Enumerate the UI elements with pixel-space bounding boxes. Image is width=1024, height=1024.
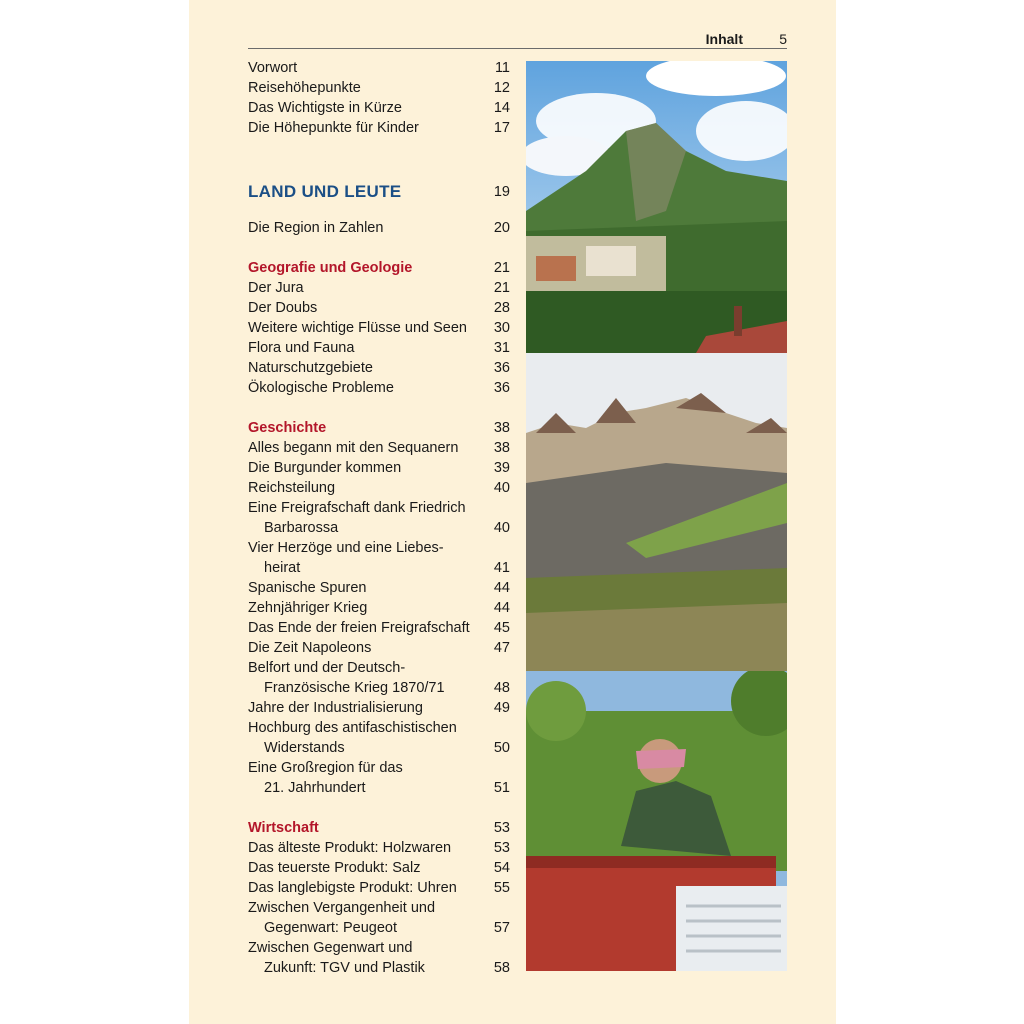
toc-entry-page: 53 xyxy=(493,840,510,856)
toc-entry-page: 45 xyxy=(493,620,510,636)
toc-entry-page: 55 xyxy=(493,880,510,896)
toc-entry[interactable] xyxy=(248,438,510,458)
toc-entry-title: Wirtschaft xyxy=(248,820,319,836)
toc-entry-page: 12 xyxy=(493,80,510,96)
toc-entry-page: 48 xyxy=(493,680,510,696)
toc-spacer xyxy=(248,206,510,218)
toc-entry-title: Zukunft: TGV und Plastik xyxy=(264,960,425,976)
toc-entry[interactable] xyxy=(248,118,510,138)
toc-entry-page: 30 xyxy=(493,320,510,336)
toc-entry[interactable] xyxy=(248,378,510,398)
toc-entry-page: 36 xyxy=(493,360,510,376)
section-heading[interactable] xyxy=(248,258,510,278)
toc-entry-title: Der Doubs xyxy=(248,300,318,316)
running-head xyxy=(248,30,787,49)
toc-entry-title: Zwischen Vergangenheit und xyxy=(248,900,436,916)
toc-entry-page: 51 xyxy=(493,780,510,796)
toc-entry-page: 41 xyxy=(493,560,510,576)
toc-entry-continued[interactable] xyxy=(248,958,510,978)
toc-entry[interactable] xyxy=(248,598,510,618)
toc-entry-title: Hochburg des antifaschistischen xyxy=(248,720,457,736)
toc-entry[interactable] xyxy=(248,938,510,958)
toc-entry-page: 47 xyxy=(493,640,510,656)
toc-entry[interactable] xyxy=(248,338,510,358)
toc-entry-page: 38 xyxy=(493,440,510,456)
toc-entry[interactable] xyxy=(248,578,510,598)
toc-entry-page: 54 xyxy=(493,860,510,876)
toc-entry-page: 40 xyxy=(493,520,510,536)
book-page xyxy=(189,0,836,1024)
toc-entry-page: 38 xyxy=(493,420,510,436)
toc-entry-title: Spanische Spuren xyxy=(248,580,367,596)
page-number: 5 xyxy=(779,31,787,47)
toc-spacer xyxy=(248,238,510,258)
toc-entry-title: Belfort und der Deutsch- xyxy=(248,660,406,676)
table-of-contents xyxy=(248,58,510,978)
toc-entry-title: Das Ende der freien Freigrafschaft xyxy=(248,620,470,636)
toc-entry-continued[interactable] xyxy=(248,738,510,758)
fortress-photo xyxy=(526,353,787,671)
toc-entry-title: Französische Krieg 1870/71 xyxy=(264,680,445,696)
toc-entry-title: Flora und Fauna xyxy=(248,340,355,356)
toc-entry[interactable] xyxy=(248,58,510,78)
toc-entry-title: LAND UND LEUTE xyxy=(248,182,402,201)
toc-entry-title: Vorwort xyxy=(248,60,298,76)
toc-entry[interactable] xyxy=(248,718,510,738)
toc-entry-title: Reisehöhepunkte xyxy=(248,80,361,96)
toc-entry[interactable] xyxy=(248,498,510,518)
toc-entry-title: Weitere wichtige Flüsse und Seen xyxy=(248,320,467,336)
toc-entry-page: 50 xyxy=(493,740,510,756)
toc-entry[interactable] xyxy=(248,278,510,298)
toc-entry[interactable] xyxy=(248,538,510,558)
toc-entry-title: Ökologische Probleme xyxy=(248,380,394,396)
section-label: Inhalt xyxy=(705,31,743,47)
toc-entry-page: 17 xyxy=(493,120,510,136)
toc-entry[interactable] xyxy=(248,878,510,898)
toc-entry[interactable] xyxy=(248,458,510,478)
toc-entry[interactable] xyxy=(248,658,510,678)
toc-entry[interactable] xyxy=(248,78,510,98)
toc-entry-page: 28 xyxy=(493,300,510,316)
toc-entry-continued[interactable] xyxy=(248,558,510,578)
toc-spacer xyxy=(248,398,510,418)
toc-entry-title: Zwischen Gegenwart und xyxy=(248,940,413,956)
toc-entry[interactable] xyxy=(248,758,510,778)
toc-entry-title: Geografie und Geologie xyxy=(248,260,413,276)
toc-entry-title: Der Jura xyxy=(248,280,304,296)
harvest-worker-photo xyxy=(526,671,787,971)
toc-entry-title: Widerstands xyxy=(264,740,345,756)
toc-entry[interactable] xyxy=(248,298,510,318)
toc-entry-title: Die Region in Zahlen xyxy=(248,220,384,236)
toc-entry-page: 31 xyxy=(493,340,510,356)
toc-entry-page: 49 xyxy=(493,700,510,716)
toc-entry[interactable] xyxy=(248,318,510,338)
toc-entry[interactable] xyxy=(248,638,510,658)
toc-entry-page: 44 xyxy=(493,600,510,616)
toc-entry-page: 21 xyxy=(493,280,510,296)
toc-entry-page: 11 xyxy=(494,60,510,76)
toc-entry-title: Reichsteilung xyxy=(248,480,336,496)
toc-entry-page: 53 xyxy=(493,820,510,836)
toc-entry-page: 20 xyxy=(493,220,510,236)
toc-entry-title: 21. Jahrhundert xyxy=(264,780,366,796)
toc-entry-title: Naturschutzgebiete xyxy=(248,360,373,376)
toc-entry[interactable] xyxy=(248,218,510,238)
toc-entry-continued[interactable] xyxy=(248,778,510,798)
toc-entry-title: Die Burgunder kommen xyxy=(248,460,402,476)
toc-entry-page: 19 xyxy=(493,184,510,200)
toc-entry-continued[interactable] xyxy=(248,518,510,538)
toc-entry[interactable] xyxy=(248,838,510,858)
toc-entry-title: Gegenwart: Peugeot xyxy=(264,920,398,936)
toc-entry-title: Geschichte xyxy=(248,420,327,436)
toc-entry[interactable] xyxy=(248,698,510,718)
toc-entry-title: Das langlebigste Produkt: Uhren xyxy=(248,880,457,896)
toc-entry-page: 36 xyxy=(493,380,510,396)
toc-entry-page: 39 xyxy=(493,460,510,476)
toc-spacer xyxy=(248,138,510,178)
toc-entry-page: 58 xyxy=(493,960,510,976)
toc-entry-continued[interactable] xyxy=(248,918,510,938)
part-heading[interactable] xyxy=(248,178,510,206)
section-heading[interactable] xyxy=(248,418,510,438)
toc-entry-page: 21 xyxy=(493,260,510,276)
toc-entry-page: 40 xyxy=(493,480,510,496)
toc-entry[interactable] xyxy=(248,898,510,918)
toc-entry[interactable] xyxy=(248,358,510,378)
photo-column xyxy=(526,61,787,971)
toc-entry-title: heirat xyxy=(264,560,301,576)
toc-entry-title: Eine Großregion für das xyxy=(248,760,403,776)
toc-entry-title: Das Wichtigste in Kürze xyxy=(248,100,402,116)
toc-entry[interactable] xyxy=(248,618,510,638)
toc-entry-page: 14 xyxy=(493,100,510,116)
toc-entry-title: Vier Herzöge und eine Liebes- xyxy=(248,540,444,556)
toc-spacer xyxy=(248,798,510,818)
toc-entry-title: Jahre der Industrialisierung xyxy=(248,700,423,716)
toc-entry-title: Barbarossa xyxy=(264,520,339,536)
toc-entry-title: Zehnjähriger Krieg xyxy=(248,600,368,616)
toc-entry-title: Die Zeit Napoleons xyxy=(248,640,372,656)
toc-entry-title: Alles begann mit den Sequanern xyxy=(248,440,459,456)
mountain-town-photo xyxy=(526,61,787,353)
section-heading[interactable] xyxy=(248,818,510,838)
toc-entry-title: Das teuerste Produkt: Salz xyxy=(248,860,421,876)
toc-entry-title: Die Höhepunkte für Kinder xyxy=(248,120,419,136)
toc-entry-continued[interactable] xyxy=(248,678,510,698)
toc-entry-page: 44 xyxy=(493,580,510,596)
toc-entry-page: 57 xyxy=(493,920,510,936)
toc-entry-title: Das älteste Produkt: Holzwaren xyxy=(248,840,452,856)
toc-entry[interactable] xyxy=(248,478,510,498)
toc-entry[interactable] xyxy=(248,98,510,118)
toc-entry-title: Eine Freigrafschaft dank Friedrich xyxy=(248,500,466,516)
toc-entry[interactable] xyxy=(248,858,510,878)
